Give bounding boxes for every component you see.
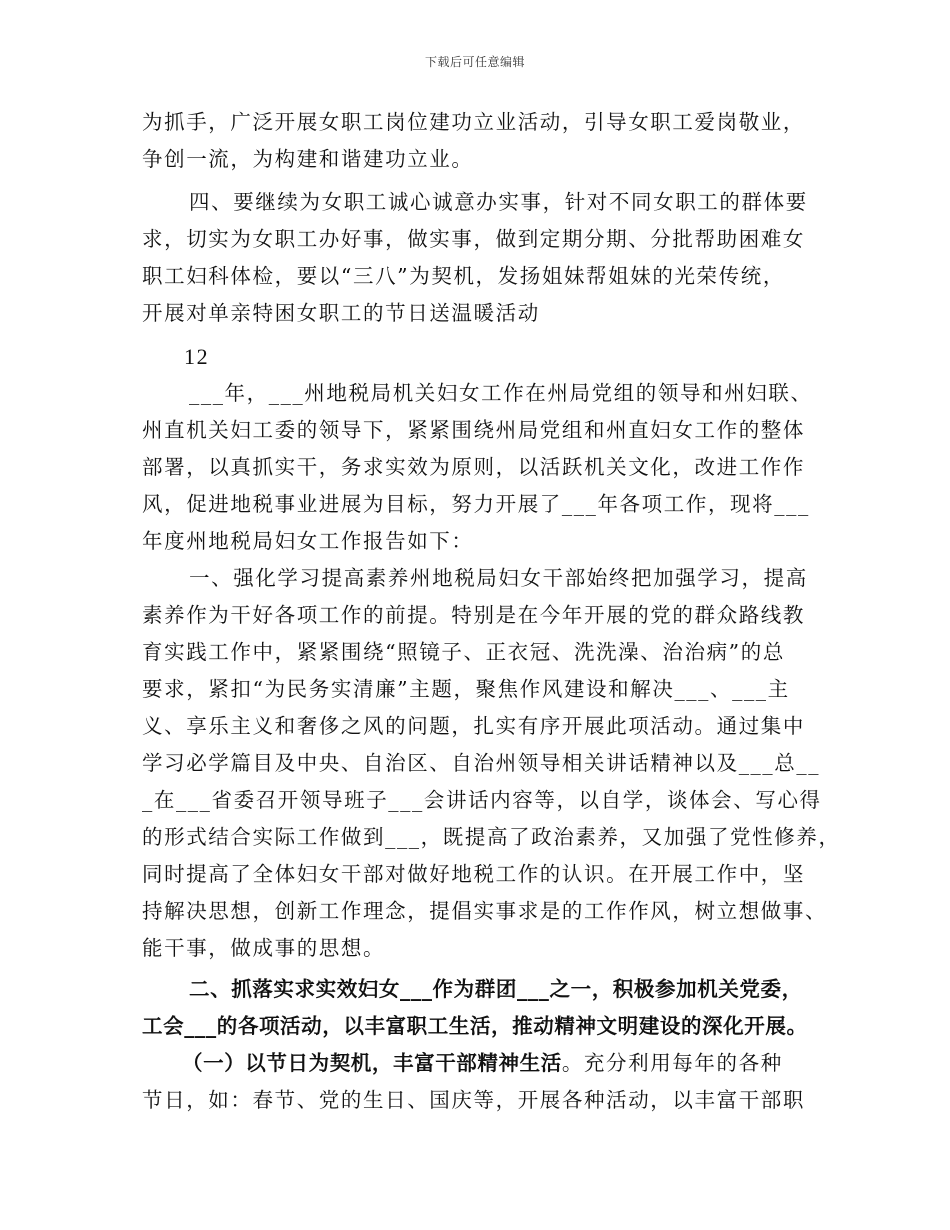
text-line: 为抓手，广泛开展女职工岗位建功立业活动，引导女职工爱岗敬业， [142,110,805,134]
text-line: 同时提高了全体妇女干部对做好地税工作的认识。在开展工作中，坚 [142,862,805,886]
document-body [142,104,841,1119]
text-line: 求，切实为女职工办好事，做实事，做到定期分期、分批帮助困难女 [142,227,805,251]
text-line: 开展对单亲特困女职工的节日送温暖活动 [142,301,540,325]
text-line: ___年，___州地税局机关妇女工作在州局党组的领导和州妇联、 [189,381,813,405]
text-run: 。充分利用每年的各种 [561,1051,783,1075]
text-line: 四、要继续为女职工诚心诚意办实事，针对不同女职工的群体要 [189,190,808,214]
text-line: 职工妇科体检，要以“三八”为契机，发扬姐妹帮姐妹的光荣传统， [142,264,785,288]
text-line: 育实践工作中，紧紧围绕“照镜子、正衣冠、洗洗澡、治治病”的总 [142,640,785,664]
text-line: 持解决思想，创新工作理念，提倡实事求是的工作作风，树立想做事、 [142,899,828,923]
text-line: 能干事，做成事的思想。 [142,936,386,960]
text-line: 学习必学篇目及中央、自治区、自治州领导相关讲话精神以及___总__ [142,751,821,775]
section-heading: 工会___的各项活动，以丰富职工生活，推动精神文明建设的深化开展。 [142,1014,808,1038]
text-line: _在___省委召开领导班子___会讲话内容等，以自学，谈体会、写心得 [142,788,822,812]
text-line: 争创一流，为构建和谐建功立业。 [142,147,474,171]
text-line: 要求，紧扣“为民务实清廉”主题，聚焦作风建设和解决___、___主 [142,677,790,701]
section-heading: 二、抓落实求实效妇女___作为群团___之一，积极参加机关党委， [189,977,803,1001]
section-number: 12 [184,344,210,369]
text-line: 部署，以真抓实干，务求实效为原则，以活跃机关文化，改进工作作 [142,455,805,479]
subsection-heading: （一）以节日为契机，丰富干部精神生活 [182,1051,562,1075]
page-header: 下载后可任意编辑 [424,55,525,69]
text-line: 州直机关妇工委的领导下，紧紧围绕州局党组和州直妇女工作的整体 [142,418,805,442]
text-line: 风，促进地税事业进展为目标，努力开展了___年各项工作，现将___ [142,492,810,516]
text-line: 年度州地税局妇女工作报告如下： [142,529,474,553]
text-line: 的形式结合实际工作做到___，既提高了政治素养，又加强了党性修养， [142,825,841,849]
text-line: 一、强化学习提高素养州地税局妇女干部始终把加强学习，提高 [189,566,808,590]
text-line: 节日，如：春节、党的生日、国庆等，开展各种活动，以丰富干部职 [142,1088,805,1112]
text-line [142,1045,814,1082]
text-line: 素养作为干好各项工作的前提。特别是在今年开展的党的群众路线教 [142,603,805,627]
text-line: 义、享乐主义和奢侈之风的问题，扎实有序开展此项活动。通过集中 [142,714,805,738]
